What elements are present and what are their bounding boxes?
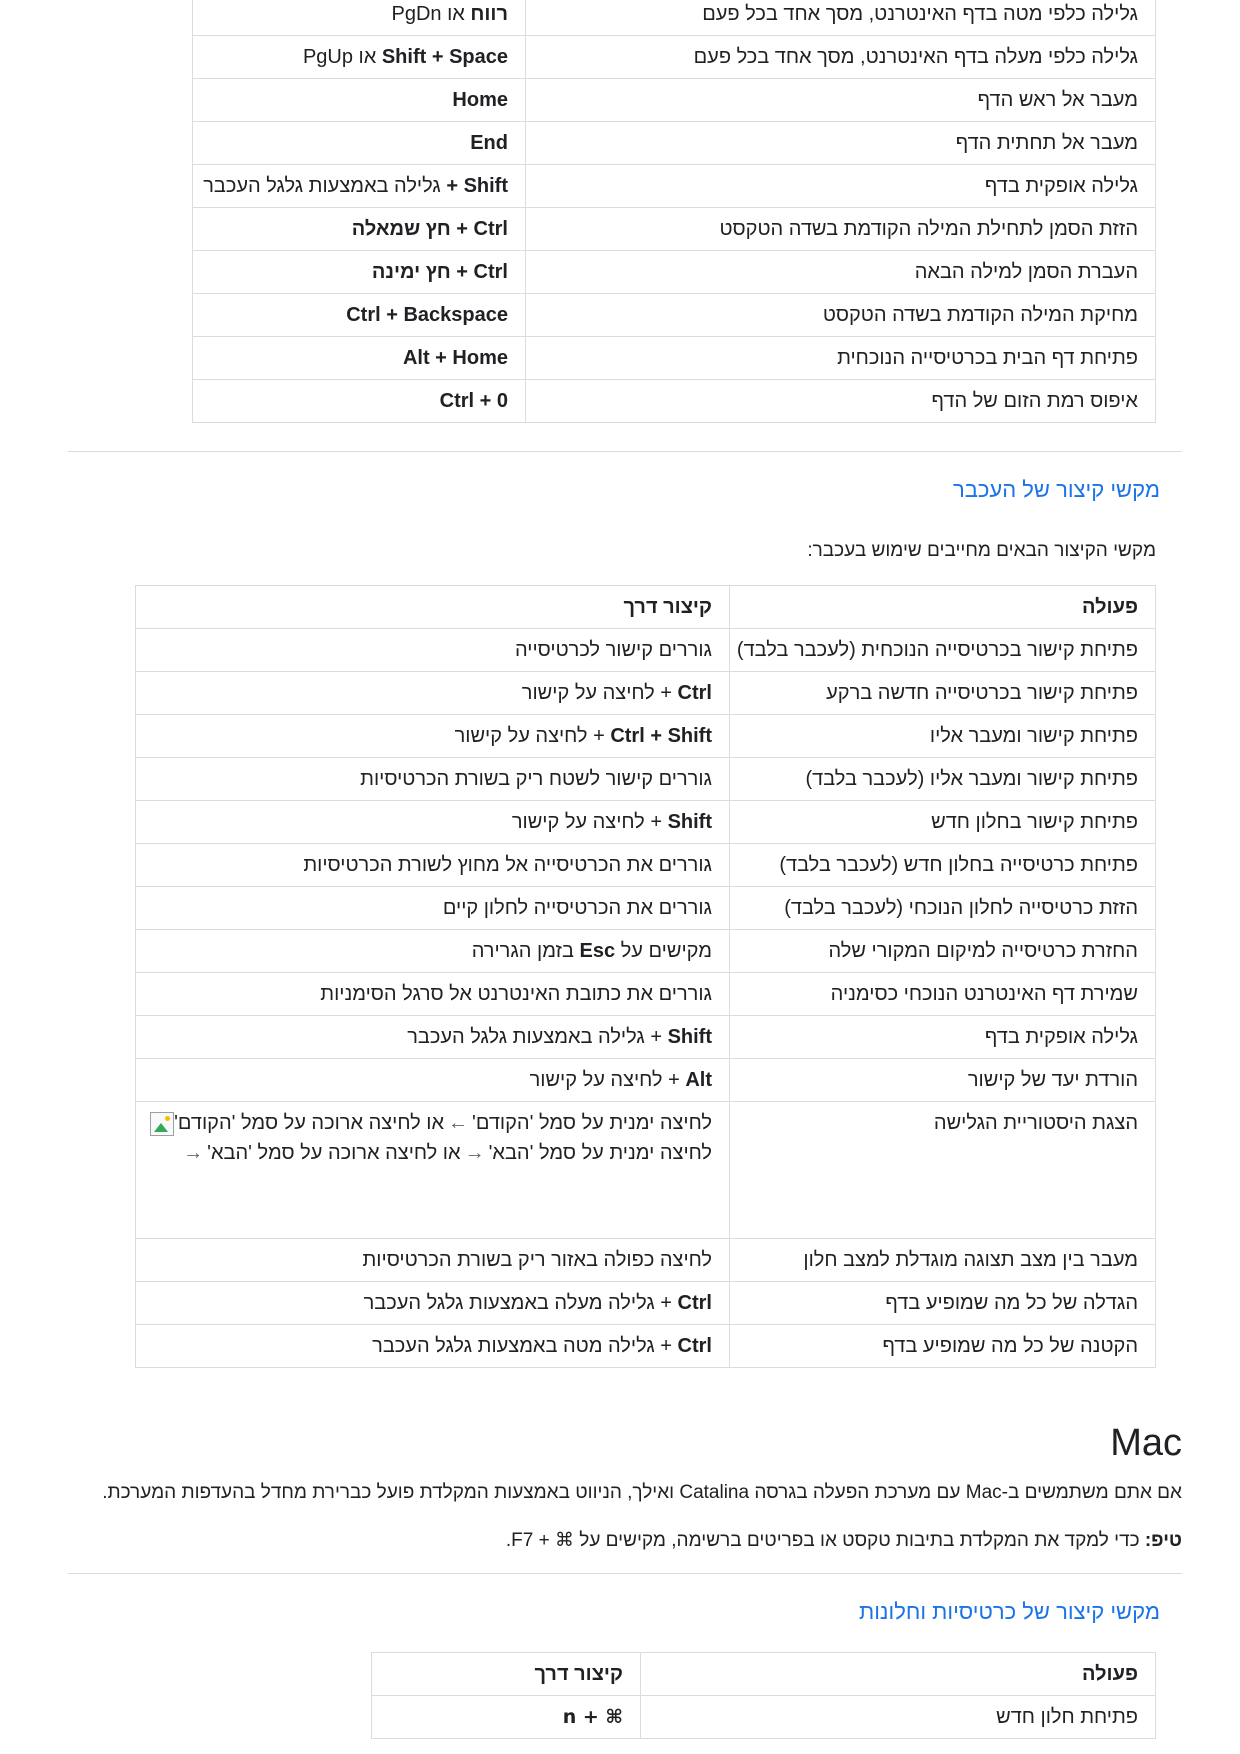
shortcut-text: + גלילה באמצעות גלגל העכבר <box>407 1026 668 1048</box>
shortcut-text: + לחיצה על קישור <box>454 725 611 747</box>
shortcut-text: לחיצה כפולה באזור ריק בשורת הכרטיסיות <box>362 1249 712 1271</box>
table-row <box>193 0 1156 36</box>
column-header-action: פעולה <box>730 586 1156 629</box>
action-cell: פתיחת קישור בכרטיסייה חדשה ברקע <box>730 672 1156 715</box>
shortcut-cell <box>136 758 730 801</box>
back-right-click-text: לחיצה ימנית על סמל 'הקודם' <box>472 1112 712 1134</box>
shortcut-cell <box>136 1059 730 1102</box>
shortcut-text: גוררים קישור לכרטיסייה <box>515 639 712 661</box>
action-cell: מעבר בין מצב תצוגה מוגדלת למצב חלון <box>730 1239 1156 1282</box>
shortcut-cell <box>136 930 730 973</box>
shortcut-keys: Esc <box>579 940 616 962</box>
mouse-shortcuts-intro: מקשי הקיצור הבאים מחייבים שימוש בעכבר: <box>807 540 1156 561</box>
shortcut-text: בזמן הגרירה <box>471 940 580 962</box>
shortcut-keys: Ctrl + חץ ימינה <box>371 261 508 283</box>
action-cell: הזזת הסמן לתחילת המילה הקודמת בשדה הטקסט <box>526 208 1156 251</box>
action-cell: גלילה כלפי מעלה בדף האינטרנט, מסך אחד בכל פעם <box>526 36 1156 79</box>
action-cell: הקטנה של כל מה שמופיע בדף <box>730 1325 1156 1368</box>
shortcut-text: + לחיצה על קישור <box>521 682 678 704</box>
section-divider <box>68 451 1182 452</box>
shortcut-text: + לחיצה על קישור <box>529 1069 686 1091</box>
action-cell: פתיחת דף הבית בכרטיסייה הנוכחית <box>526 337 1156 380</box>
shortcut-cell <box>136 1282 730 1325</box>
table-row <box>136 672 1156 715</box>
action-cell: פתיחת קישור ומעבר אליו (לעכבר בלבד) <box>730 758 1156 801</box>
table-row <box>136 887 1156 930</box>
back-long-press-text: או לחיצה ארוכה על סמל 'הקודם' <box>174 1112 445 1134</box>
table-row <box>136 801 1156 844</box>
action-cell: גלילה אופקית בדף <box>526 165 1156 208</box>
action-cell: הזזת כרטיסייה לחלון הנוכחי (לעכבר בלבד) <box>730 887 1156 930</box>
shortcut-text: גוררים את כתובת האינטרנט אל סרגל הסימניות <box>320 983 712 1005</box>
shortcut-cell <box>136 801 730 844</box>
table-header-row <box>136 586 1156 629</box>
shortcut-cell <box>136 1102 730 1239</box>
table-row <box>193 251 1156 294</box>
mac-tip-paragraph <box>506 1528 1182 1554</box>
table-row <box>193 165 1156 208</box>
table-row <box>193 79 1156 122</box>
action-cell: פתיחת חלון חדש <box>641 1696 1156 1739</box>
shortcut-keys: ⌘ + n <box>562 1706 623 1728</box>
forward-long-press-text: או לחיצה ארוכה על סמל 'הבא' <box>207 1142 461 1164</box>
action-cell: מחיקת המילה הקודמת בשדה הטקסט <box>526 294 1156 337</box>
mac-heading: Mac <box>1110 1422 1182 1464</box>
shortcut-cell <box>372 1696 641 1739</box>
shortcut-cell <box>136 672 730 715</box>
shortcut-keys: Ctrl <box>677 1292 712 1314</box>
action-cell: פתיחת כרטיסייה בחלון חדש (לעכבר בלבד) <box>730 844 1156 887</box>
action-cell: מעבר אל ראש הדף <box>526 79 1156 122</box>
table-row <box>136 629 1156 672</box>
shortcut-cell <box>193 122 526 165</box>
action-cell: העברת הסמן למילה הבאה <box>526 251 1156 294</box>
table-row <box>136 1059 1156 1102</box>
shortcut-cell <box>193 79 526 122</box>
action-cell: גלילה אופקית בדף <box>730 1016 1156 1059</box>
table-row <box>372 1696 1156 1739</box>
history-forward-line <box>153 1138 712 1168</box>
shortcut-text: + גלילה מעלה באמצעות גלגל העכבר <box>363 1292 678 1314</box>
shortcut-keys: Shift + <box>446 175 508 197</box>
shortcut-keys: Shift + Space <box>381 46 508 68</box>
table-row <box>136 1102 1156 1239</box>
column-header-shortcut: קיצור דרך <box>136 586 730 629</box>
shortcut-cell <box>136 629 730 672</box>
shortcut-cell <box>193 165 526 208</box>
shortcut-keys: רווח <box>470 3 508 25</box>
tip-text: כדי למקד את המקלדת בתיבות טקסט או בפריטים ברשימה, מקישים על ⌘ + F7. <box>505 1530 1145 1551</box>
shortcut-cell <box>136 844 730 887</box>
back-arrow-icon: ← <box>448 1112 469 1134</box>
shortcut-cell <box>136 1239 730 1282</box>
action-cell: פתיחת קישור בחלון חדש <box>730 801 1156 844</box>
table-header-row <box>372 1653 1156 1696</box>
shortcut-cell <box>193 208 526 251</box>
shortcut-text: + לחיצה על קישור <box>511 811 668 833</box>
shortcut-cell <box>136 973 730 1016</box>
mouse-shortcuts-heading[interactable]: מקשי קיצור של העכבר <box>952 477 1160 502</box>
action-cell: שמירת דף האינטרנט הנוכחי כסימניה <box>730 973 1156 1016</box>
shortcut-keys: Ctrl + Backspace <box>346 304 508 326</box>
forward-right-click-text: לחיצה ימנית על סמל 'הבא' <box>488 1142 712 1164</box>
forward-arrow-icon: → <box>464 1142 485 1164</box>
mac-intro-paragraph: אם אתם משתמשים ב-Mac עם מערכת הפעלה בגרסה Catalina ואילך, הניווט באמצעות המקלדת פועל כברירת מחדל בהעדפות המערכת. <box>102 1482 1182 1503</box>
column-header-shortcut: קיצור דרך <box>372 1653 641 1696</box>
action-cell: החזרת כרטיסייה למיקום המקורי שלה <box>730 930 1156 973</box>
action-cell: הגדלה של כל מה שמופיע בדף <box>730 1282 1156 1325</box>
shortcut-keys: Shift <box>667 811 712 833</box>
action-cell: גלילה כלפי מטה בדף האינטרנט, מסך אחד בכל פעם <box>526 0 1156 36</box>
column-header-action: פעולה <box>641 1653 1156 1696</box>
shortcut-text: מקישים על <box>615 940 712 962</box>
action-cell: הצגת היסטוריית הגלישה <box>730 1102 1156 1239</box>
tabs-windows-table <box>371 1652 1156 1739</box>
shortcut-text: גוררים קישור לשטח ריק בשורת הכרטיסיות <box>360 768 712 790</box>
shortcut-text: גוררים את הכרטיסייה אל מחוץ לשורת הכרטיסיות <box>303 854 712 876</box>
shortcut-cell <box>193 36 526 79</box>
table-row <box>136 1016 1156 1059</box>
shortcut-text: + גלילה מטה באמצעות גלגל העכבר <box>372 1335 678 1357</box>
action-cell: איפוס רמת הזום של הדף <box>526 380 1156 423</box>
shortcut-cell <box>136 887 730 930</box>
shortcut-cell <box>193 0 526 36</box>
shortcut-keys: End <box>470 132 508 154</box>
shortcut-keys: Ctrl <box>677 682 712 704</box>
table-row <box>193 122 1156 165</box>
shortcut-keys: Ctrl + Shift <box>610 725 712 747</box>
table-row <box>136 715 1156 758</box>
table-row <box>136 1325 1156 1368</box>
shortcut-cell <box>193 337 526 380</box>
shortcut-keys: Alt <box>685 1069 712 1091</box>
table-row <box>136 758 1156 801</box>
shortcut-keys: Shift <box>667 1026 712 1048</box>
table-row <box>136 973 1156 1016</box>
shortcut-cell <box>136 1325 730 1368</box>
shortcut-text: או PgDn <box>391 3 471 25</box>
broken-image-icon <box>150 1112 174 1136</box>
forward-arrow-icon: → <box>183 1142 204 1164</box>
table-row <box>136 930 1156 973</box>
shortcut-cell <box>136 1016 730 1059</box>
section-divider <box>68 1573 1182 1574</box>
action-cell: פתיחת קישור ומעבר אליו <box>730 715 1156 758</box>
table-row <box>193 294 1156 337</box>
shortcut-keys: Ctrl <box>677 1335 712 1357</box>
tabs-windows-heading[interactable]: מקשי קיצור של כרטיסיות וחלונות <box>859 1599 1160 1624</box>
shortcut-text: או PgUp <box>302 46 382 68</box>
table-row <box>136 1282 1156 1325</box>
shortcut-keys: Home <box>452 89 508 111</box>
tip-label: טיפ: <box>1144 1530 1182 1551</box>
shortcut-cell <box>193 380 526 423</box>
history-back-line <box>153 1108 712 1138</box>
shortcut-cell <box>136 715 730 758</box>
shortcut-keys: Alt + Home <box>402 347 508 369</box>
general-shortcuts-table <box>192 0 1156 423</box>
table-row <box>193 36 1156 79</box>
shortcut-keys: Ctrl + חץ שמאלה <box>351 218 508 240</box>
shortcut-cell <box>193 251 526 294</box>
action-cell: פתיחת קישור בכרטיסייה הנוכחית (לעכבר בלבד) <box>730 629 1156 672</box>
shortcut-keys: Ctrl + 0 <box>439 390 508 412</box>
table-row <box>193 337 1156 380</box>
action-cell: מעבר אל תחתית הדף <box>526 122 1156 165</box>
action-cell: הורדת יעד של קישור <box>730 1059 1156 1102</box>
shortcut-text: גוררים את הכרטיסייה לחלון קיים <box>442 897 712 919</box>
mouse-shortcuts-table <box>135 585 1156 1368</box>
shortcut-cell <box>193 294 526 337</box>
table-row <box>136 844 1156 887</box>
shortcut-text: גלילה באמצעות גלגל העכבר <box>203 175 447 197</box>
table-row <box>193 208 1156 251</box>
table-row <box>136 1239 1156 1282</box>
table-row <box>193 380 1156 423</box>
